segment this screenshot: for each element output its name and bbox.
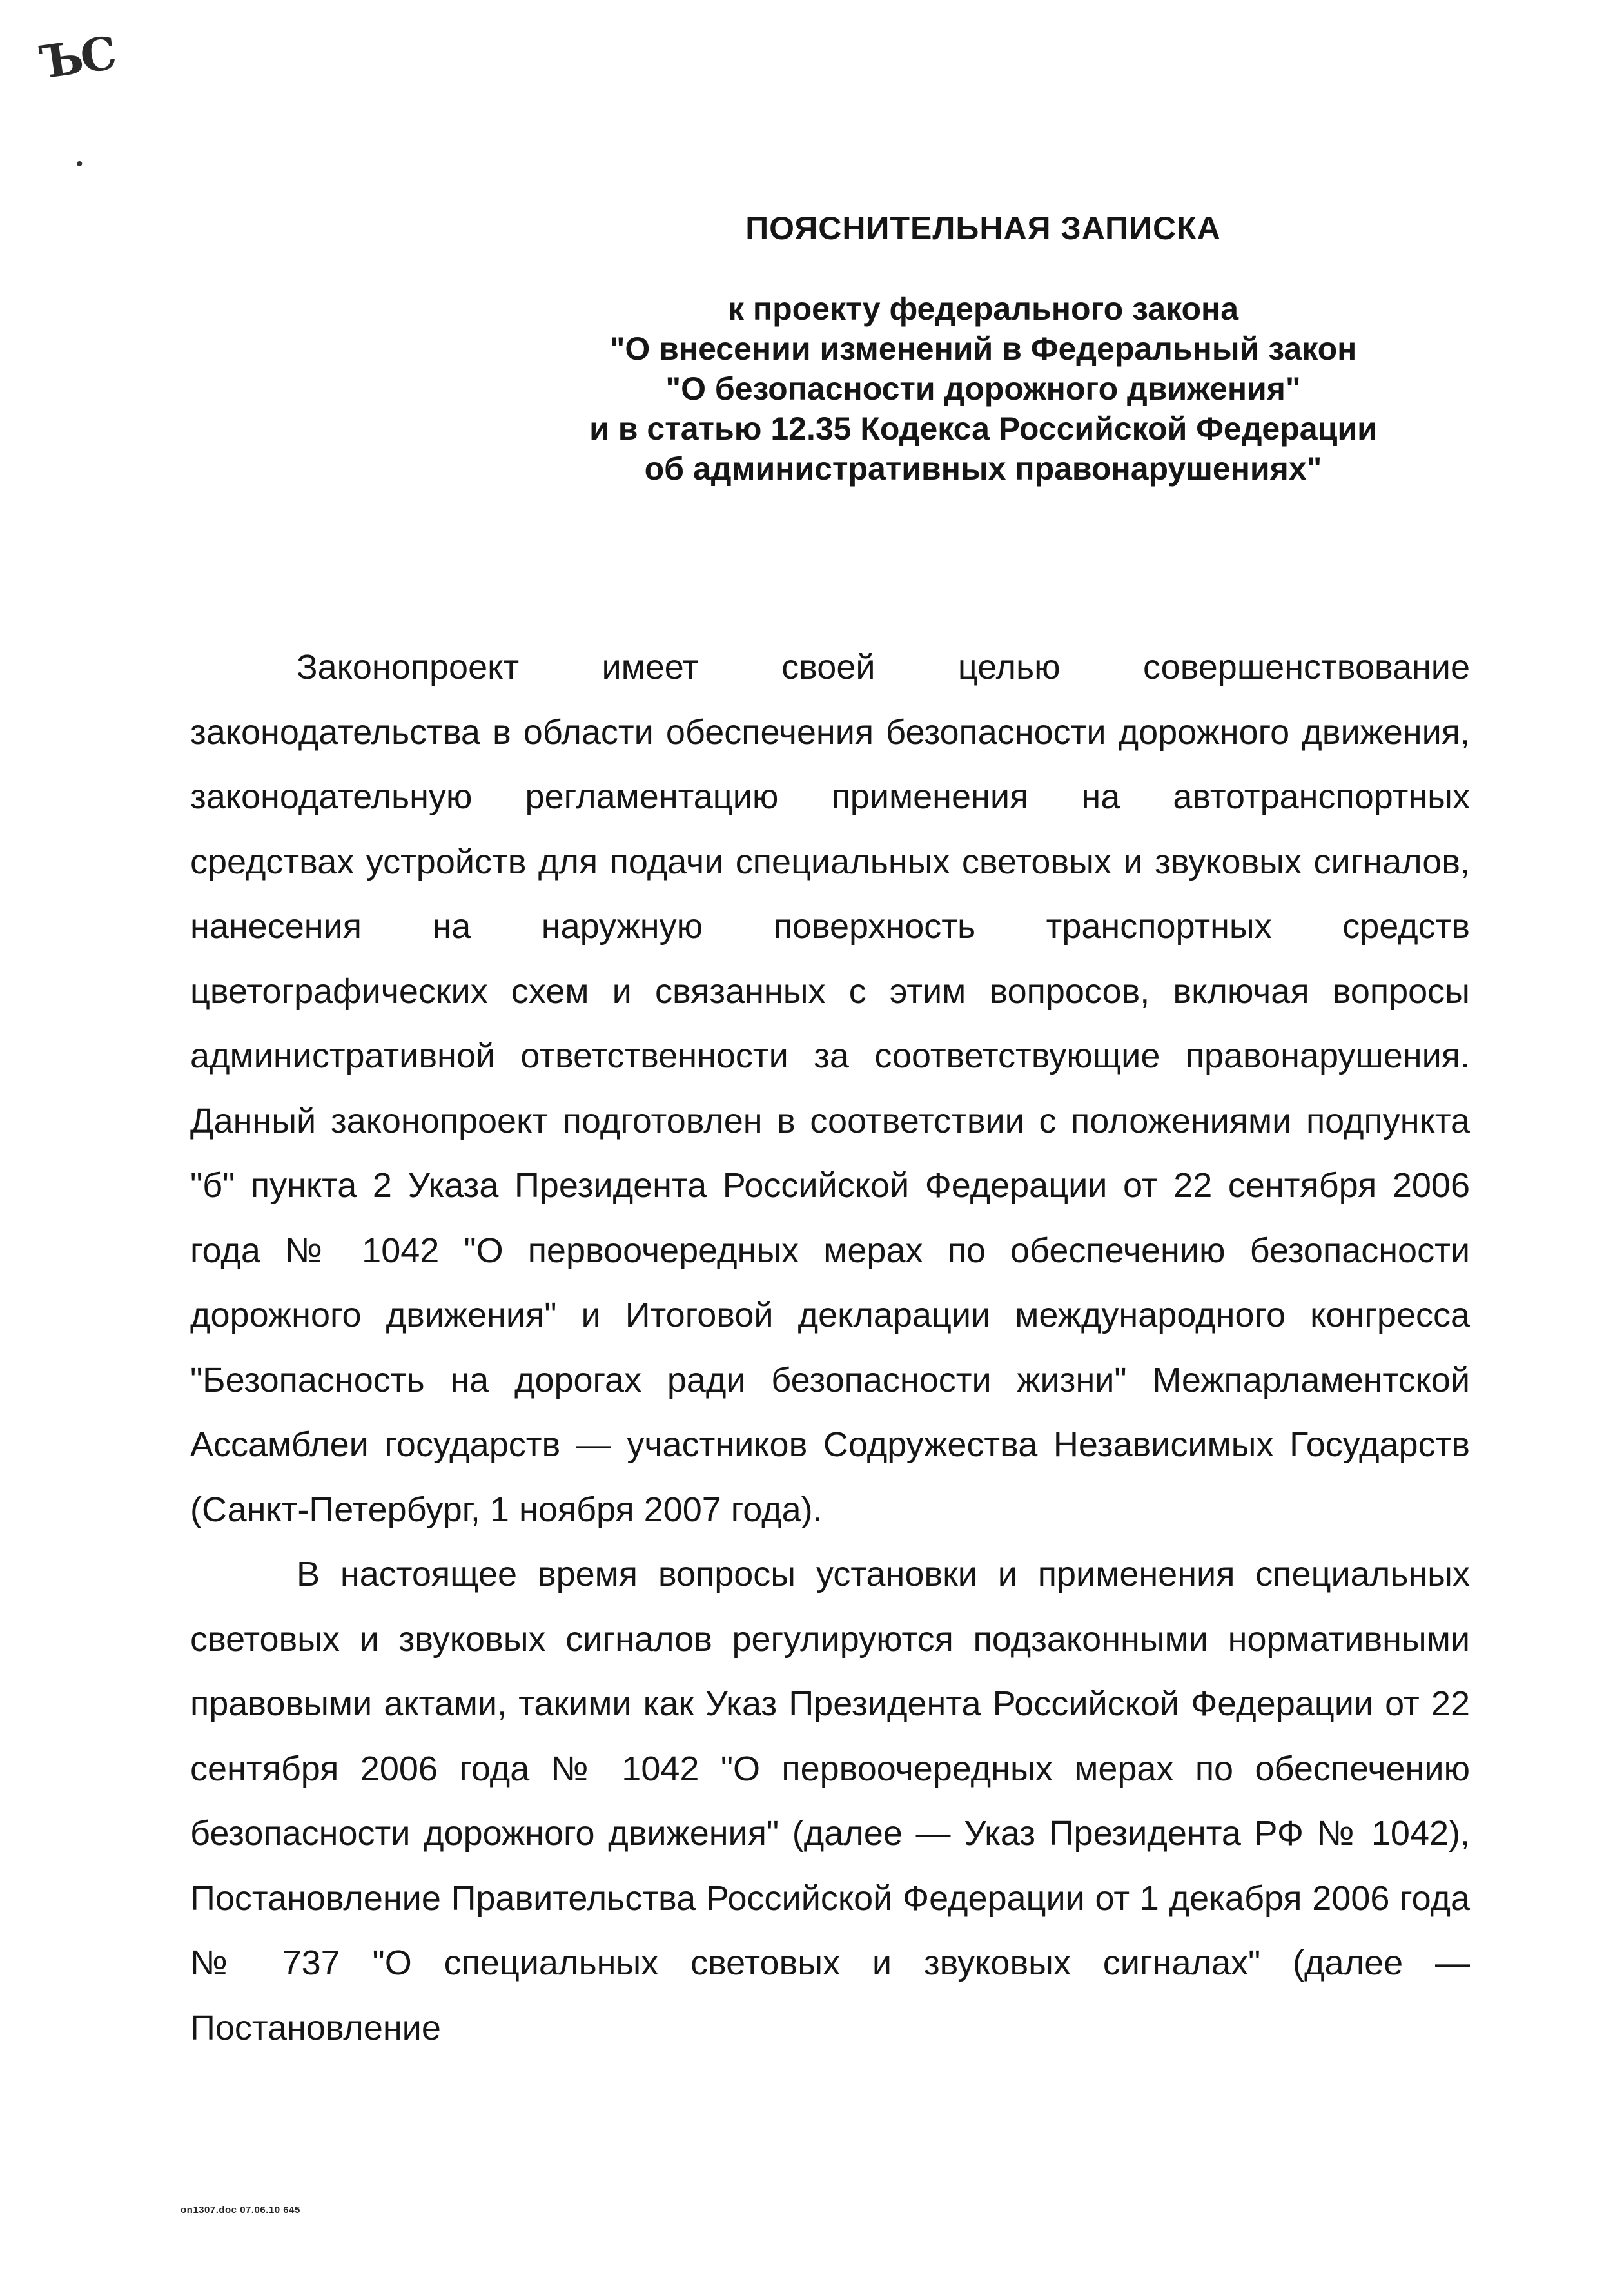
subtitle-line: "О безопасности дорожного движения" (665, 371, 1301, 407)
handwritten-mark: ЪС (36, 26, 117, 90)
subtitle-line: к проекту федерального закона (727, 291, 1239, 327)
ink-dot: • (76, 153, 83, 175)
subtitle-line: и в статью 12.35 Кодекса Российской Федерации (589, 411, 1377, 447)
paragraph: В настоящее время вопросы установки и применения специальных световых и звуковых сигналов регулируются подзаконными нормативными правовыми актами, такими как Указ Президента Российской Федерации от 22 сентября 2006 года № 1042 "О первоочередных мерах по обеспечению безопасности дорожного движения" (далее — Указ Президента РФ № 1042), Постановление Правительства Российской Федерации от 1 декабря 2006 года № 737 "О специальных световых и звуковых сигналах" (далее — Постановление (190, 1555, 1470, 2047)
document-title: ПОЯСНИТЕЛЬНАЯ ЗАПИСКА (745, 210, 1221, 246)
subtitle-line: "О внесении изменений в Федеральный закон (609, 331, 1357, 367)
document-body (190, 635, 1470, 2060)
paragraph: Законопроект имеет своей целью совершенствование законодательства в области обеспечения безопасности дорожного движения, законодательную регламентацию применения на автотранспортных средствах устройств для подачи специальных световых и звуковых сигналов, нанесения на наружную поверхность транспортных средств цветографических схем и связанных с этим вопросов, включая вопросы административной ответственности за соответствующие правонарушения. Данный законопроект подготовлен в соответствии с положениями подпункта "б" пункта 2 Указа Президента Российской Федерации от 22 сентября 2006 года № 1042 "О первоочередных мерах по обеспечению безопасности дорожного движения" и Итоговой декларации международного конгресса "Безопасность на дорогах ради безопасности жизни" Межпарламентской Ассамблеи государств — участников Содружества Независимых Государств (Санкт-Петербург, 1 ноября 2007 года). (190, 648, 1470, 1529)
document-subtitle (0, 289, 1624, 489)
subtitle-line: об административных правонарушениях" (644, 451, 1322, 487)
file-footer: on1307.doc 07.06.10 645 (181, 2205, 300, 2216)
